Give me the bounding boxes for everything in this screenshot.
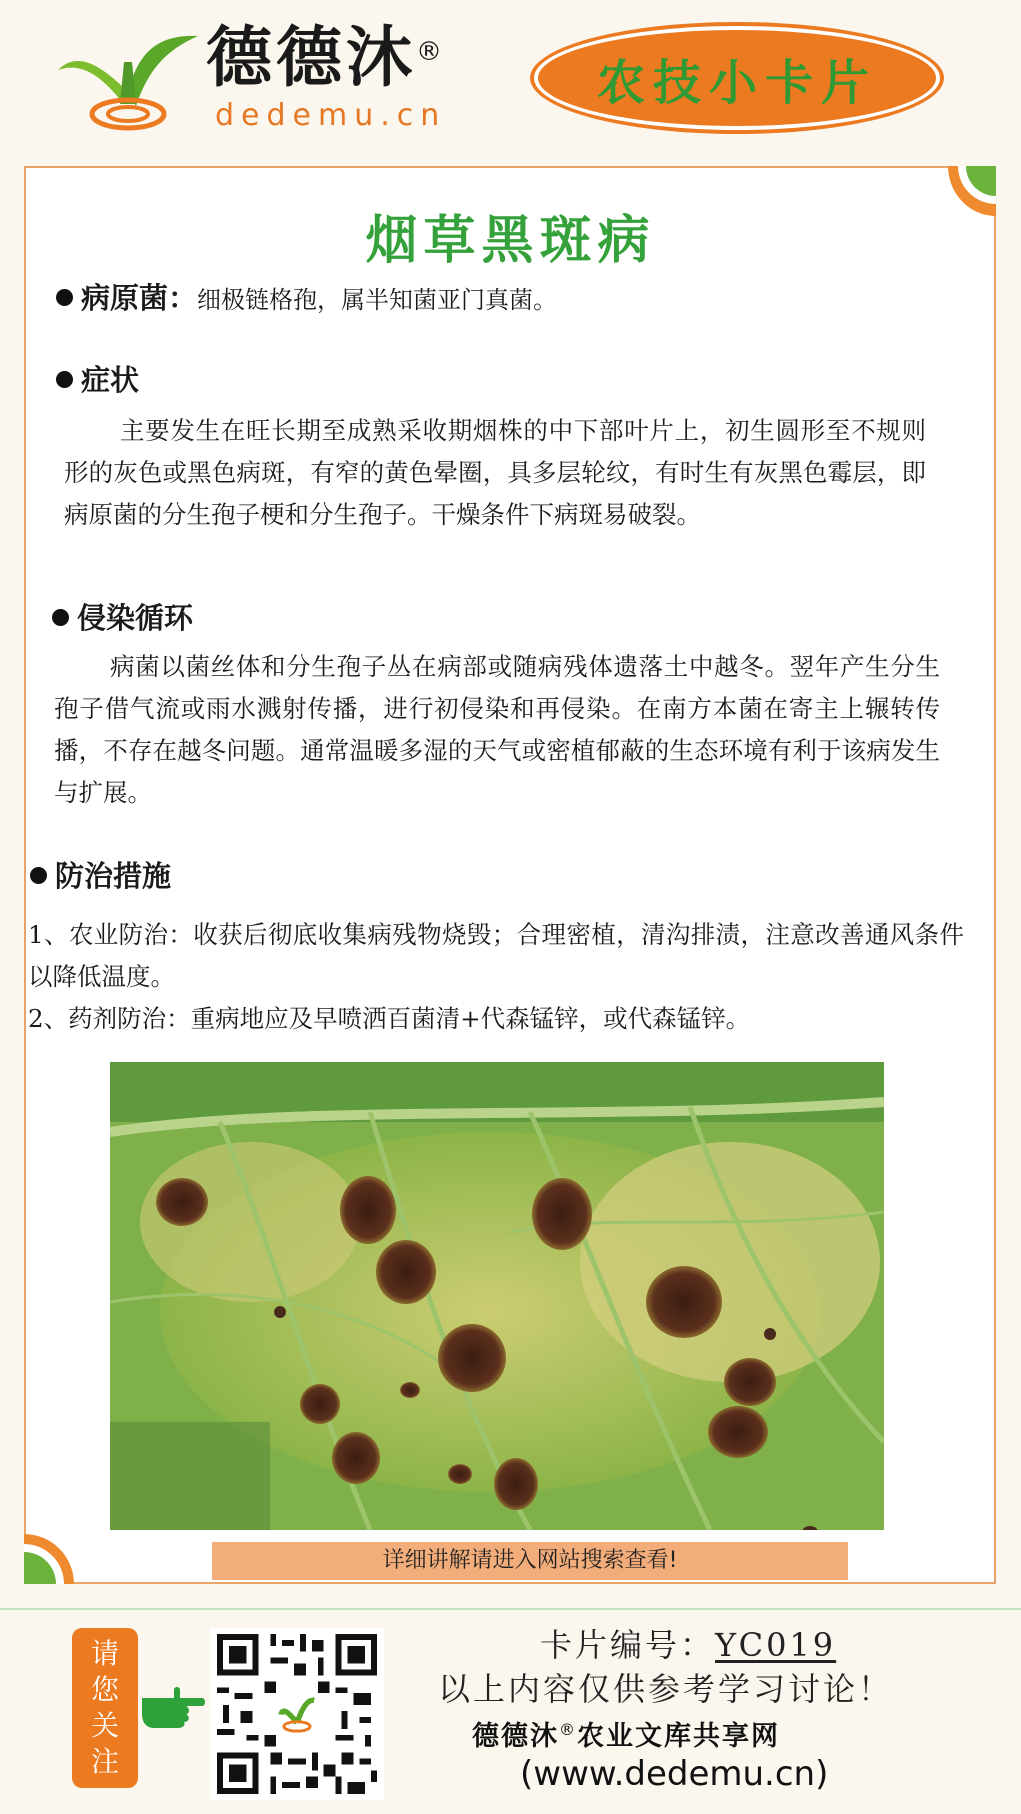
site-url[interactable]: (www.dedemu.cn) — [520, 1754, 829, 1794]
bullet-icon — [56, 371, 73, 388]
bullet-icon — [30, 867, 47, 884]
bullet-icon — [52, 609, 69, 626]
control-item-1: 1、农业防治：收获后彻底收集病残物烧毁；合理密植，清沟排渍，注意改善通风条件以降低温度。 — [28, 920, 964, 991]
symptoms-heading: 症状 — [56, 358, 139, 399]
pointing-hand-icon — [140, 1682, 206, 1730]
cycle-heading: 侵染循环 — [52, 596, 193, 637]
follow-us-label: 请 您 关 注 — [72, 1628, 138, 1788]
qr-code-icon[interactable] — [210, 1628, 384, 1800]
pathogen-text: 细极链格孢，属半知菌亚门真菌。 — [197, 286, 558, 314]
symptoms-text: 主要发生在旺长期至成熟采收期烟株的中下部叶片上，初生圆形至不规则形的灰色或黑色病斑，有窄的黄色晕圈，具多层轮纹，有时生有灰黑色霉层，即病原菌的分生孢子梗和分生孢子。干燥条件下病斑易破裂。 — [64, 416, 926, 529]
tobacco-leaf-photo — [110, 1062, 884, 1530]
brand-url: dedemu.cn — [215, 98, 447, 133]
corner-decoration-bottom-left — [24, 1534, 74, 1584]
page-title: 烟草黑斑病 — [365, 211, 656, 271]
card-type-badge — [534, 26, 940, 130]
badge-label: 农技小卡片 — [596, 54, 877, 111]
control-item-2: 2、药剂防治：重病地应及早喷洒百菌清+代森锰锌，或代森锰锌。 — [28, 1004, 751, 1033]
control-heading: 防治措施 — [30, 854, 171, 895]
footer-divider — [0, 1608, 1021, 1610]
dedemu-logo-icon — [58, 22, 198, 134]
bullet-icon — [56, 289, 73, 306]
pathogen-heading: 病原菌：细极链格孢，属半知菌亚门真菌。 — [56, 276, 557, 317]
library-name: 德德沐®农业文库共享网 — [472, 1720, 780, 1752]
website-note: 详细讲解请进入网站搜索查看! — [212, 1542, 848, 1580]
cycle-text: 病菌以菌丝体和分生孢子丛在病部或随病残体遗落土中越冬。翌年产生分生孢子借气流或雨水溅射传播，进行初侵染和再侵染。在南方本菌在寄主上辗转传播，不存在越冬问题。通常温暖多湿的天气或密植郁蔽的生态环境有利于该病发生与扩展。 — [54, 652, 940, 807]
disclaimer: 以上内容仅供参考学习讨论！ — [438, 1670, 894, 1708]
brand-name: 德德沐® — [206, 19, 446, 96]
card-number: 卡片编号：YC019 — [540, 1626, 837, 1664]
